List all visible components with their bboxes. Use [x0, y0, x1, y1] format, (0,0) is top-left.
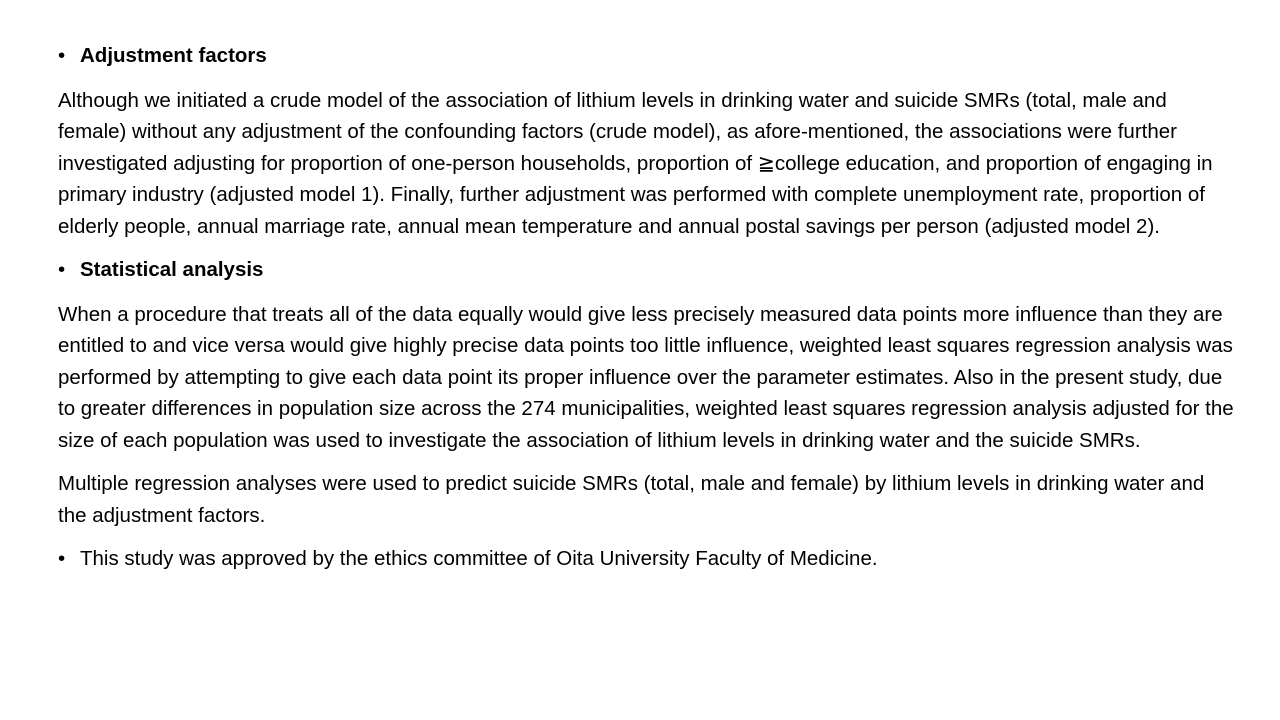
bullet-icon: •: [58, 258, 66, 281]
paragraph-statistical-analysis-1: When a procedure that treats all of the data equally would give less precisely measured data points more influence than they are entitled to and vice versa would give highly precise data points too little influence, weighted least squares regression analysis was performed by attempting to give each data point its proper influence over the parameter estimates. Also in the present study, due to greater differences in population size across the 274 municipalities, weighted least squares regression analysis adjusted for the size of each population was used to investigate the association of lithium levels in drinking water and the suicide SMRs.: [58, 302, 1234, 452]
section-heading-statistical-analysis: [58, 254, 1238, 286]
paragraph-statistical-analysis-2: Multiple regression analyses were used to predict suicide SMRs (total, male and female) by lithium levels in drinking water and the adjustment factors.: [58, 472, 1205, 527]
bullet-icon: •: [58, 44, 66, 67]
paragraph-adjustment-factors: Although we initiated a crude model of the association of lithium levels in drinking water and suicide SMRs (total, male and female) without any adjustment of the confounding factors (crude model), as afore-mentioned, the associations were further investigated adjusting for proportion of one-person households, proportion of ≧college education, and proportion of engaging in primary industry (adjusted model 1). Finally, further adjustment was performed with complete unemployment rate, proportion of elderly people, annual marriage rate, annual mean temperature and annual postal savings per person (adjusted model 2).: [58, 88, 1213, 238]
heading-text: Adjustment factors: [80, 44, 267, 67]
heading-text: Statistical analysis: [80, 258, 264, 281]
slide-body: [58, 40, 1238, 588]
closing-bullet-text: This study was approved by the ethics committee of Oita University Faculty of Medicine.: [80, 547, 878, 570]
bullet-icon: •: [58, 547, 66, 570]
closing-bullet: [58, 543, 1238, 575]
section-heading-adjustment-factors: [58, 40, 1238, 72]
